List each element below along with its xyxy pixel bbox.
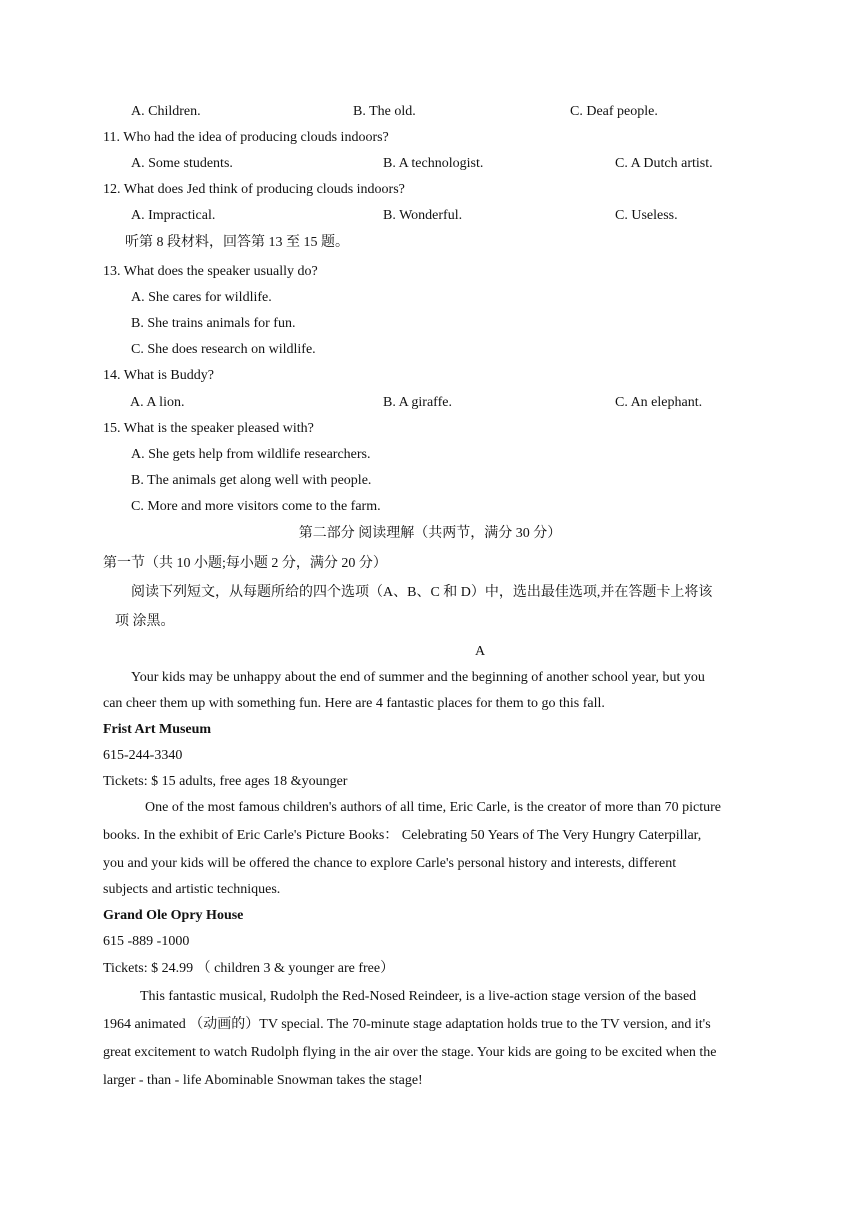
section8-instruction: 听第 8 段材料，回答第 13 至 15 题。 <box>125 235 349 250</box>
q14-question: 14. What is Buddy? <box>103 368 214 383</box>
q12-option-a: A. Impractical. <box>131 208 216 223</box>
q12-question: 12. What does Jed think of producing clouds indoors? <box>103 182 405 197</box>
q13-option-a: A. She cares for wildlife. <box>131 290 272 305</box>
reading-instruction-line1: 阅读下列短文，从每题所给的四个选项（A、B、C 和 D）中，选出最佳选项,并在答题卡上将该 <box>131 585 713 600</box>
venue1-tickets: Tickets: $ 15 adults, free ages 18 &younger <box>103 774 348 789</box>
q13-question: 13. What does the speaker usually do? <box>103 264 318 279</box>
venue2-desc-line4: larger - than - life Abominable Snowman takes the stage! <box>103 1073 423 1088</box>
passage-label: A <box>475 644 486 659</box>
q11-option-b: B. A technologist. <box>383 156 484 171</box>
venue2-desc-line2: 1964 animated （动画的）TV special. The 70-minute stage adaptation holds true to the TV version, and it's <box>103 1017 711 1032</box>
venue2-phone: 615 -889 -1000 <box>103 934 190 949</box>
venue2-desc-line3: great excitement to watch Rudolph flying in the air over the stage. Your kids are going to be excited when the <box>103 1045 717 1060</box>
q15-option-a: A. She gets help from wildlife researchers. <box>131 447 371 462</box>
venue2-name: Grand Ole Opry House <box>103 908 244 923</box>
venue1-desc-line2: books. In the exhibit of Eric Carle's Picture Books： Celebrating 50 Years of The Very Hungry Caterpillar, <box>103 828 702 843</box>
venue2-desc-line1: This fantastic musical, Rudolph the Red-Nosed Reindeer, is a live-action stage version of the based <box>140 989 697 1004</box>
venue1-desc-line3: you and your kids will be offered the chance to explore Carle's personal history and interests, different <box>103 856 677 871</box>
q10-option-c: C. Deaf people. <box>570 104 658 119</box>
q14-option-a: A. A lion. <box>130 395 185 410</box>
q11-option-c: C. A Dutch artist. <box>615 156 713 171</box>
q12-option-c: C. Useless. <box>615 208 678 223</box>
q10-option-a: A. Children. <box>131 104 201 119</box>
reading-instruction-line2: 项 涂黑。 <box>115 614 175 629</box>
part2-title: 第二部分 阅读理解（共两节，满分 30 分） <box>298 526 562 541</box>
venue2-tickets: Tickets: $ 24.99 （ children 3 & younger are free） <box>103 961 395 976</box>
q10-option-b: B. The old. <box>353 104 416 119</box>
q13-option-c: C. She does research on wildlife. <box>131 342 316 357</box>
q14-option-b: B. A giraffe. <box>383 395 452 410</box>
venue1-desc-line1: One of the most famous children's authors of all time, Eric Carle, is the creator of more than 70 picture <box>145 800 721 815</box>
q14-option-c: C. An elephant. <box>615 395 703 410</box>
q11-option-a: A. Some students. <box>131 156 233 171</box>
q13-option-b: B. She trains animals for fun. <box>131 316 296 331</box>
venue1-name: Frist Art Museum <box>103 722 212 737</box>
q11-question: 11. Who had the idea of producing clouds indoors? <box>103 130 389 145</box>
q15-question: 15. What is the speaker pleased with? <box>103 421 314 436</box>
q15-option-b: B. The animals get along well with people. <box>131 473 372 488</box>
passage-intro-line2: can cheer them up with something fun. Here are 4 fantastic places for them to go this fall. <box>103 696 605 711</box>
venue1-phone: 615-244-3340 <box>103 748 183 763</box>
q12-option-b: B. Wonderful. <box>383 208 463 223</box>
venue1-desc-line4: subjects and artistic techniques. <box>103 882 281 897</box>
q15-option-c: C. More and more visitors come to the farm. <box>131 499 381 514</box>
section1-title: 第一节（共 10 小题;每小题 2 分，满分 20 分） <box>103 556 387 571</box>
passage-intro-line1: Your kids may be unhappy about the end of summer and the beginning of another school year, but you <box>131 670 705 685</box>
